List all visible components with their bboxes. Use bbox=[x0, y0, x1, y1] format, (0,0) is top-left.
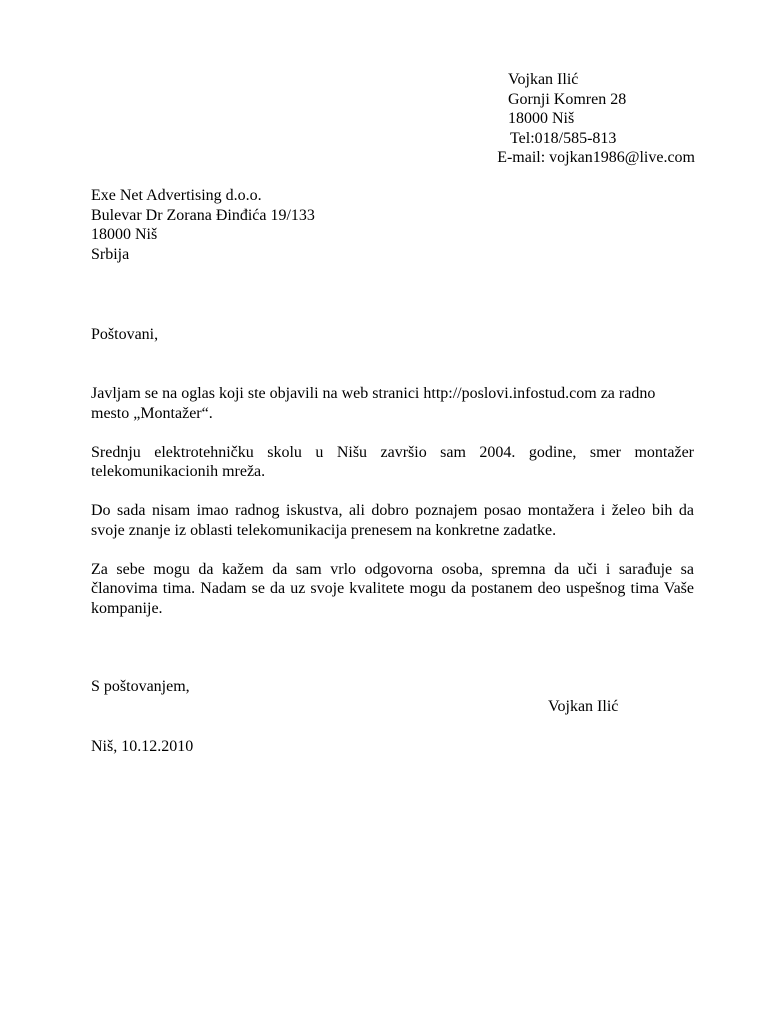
body-paragraph-experience: Do sada nisam imao radnog iskustva, ali dobro poznajem posao montažera i želeo bih da svoje znanje iz oblasti telekomunikacija prenesem na konkretne zadatke. bbox=[91, 502, 694, 539]
recipient-street: Bulevar Dr Zorana Đinđića 19/133 bbox=[91, 206, 315, 224]
letter-body bbox=[91, 384, 694, 638]
recipient-address-block bbox=[91, 186, 315, 264]
body-paragraph-education: Srednju elektrotehničku skolu u Nišu završio sam 2004. godine, smer montažer telekomunikacionih mreža. bbox=[91, 443, 694, 480]
sender-phone: Tel:018/585-813 bbox=[510, 129, 617, 147]
sender-address-block bbox=[455, 70, 695, 168]
sender-name: Vojkan Ilić bbox=[508, 71, 579, 88]
sender-email: E-mail: vojkan1986@live.com bbox=[497, 149, 695, 166]
recipient-company: Exe Net Advertising d.o.o. bbox=[91, 187, 262, 204]
sender-city: 18000 Niš bbox=[508, 110, 575, 127]
place-and-date: Niš, 10.12.2010 bbox=[91, 738, 194, 755]
signature-name: Vojkan Ilić bbox=[548, 698, 619, 715]
recipient-city: 18000 Niš bbox=[91, 226, 158, 243]
closing-phrase: S poštovanjem, bbox=[91, 678, 190, 695]
salutation: Poštovani, bbox=[91, 326, 159, 343]
sender-street: Gornji Komren 28 bbox=[508, 90, 627, 108]
body-paragraph-qualities: Za sebe mogu da kažem da sam vrlo odgovorna osoba, spremna da uči i sarađuje sa članovima tima. Nadam se da uz svoje kvalitete mogu da postanem deo uspešnog tima Vaše kompanije. bbox=[91, 560, 694, 617]
body-paragraph-intro: Javljam se na oglas koji ste objavili na web stranici http://poslovi.infostud.com za radno mesto „Montažer“. bbox=[91, 385, 656, 422]
recipient-country: Srbija bbox=[91, 245, 130, 263]
